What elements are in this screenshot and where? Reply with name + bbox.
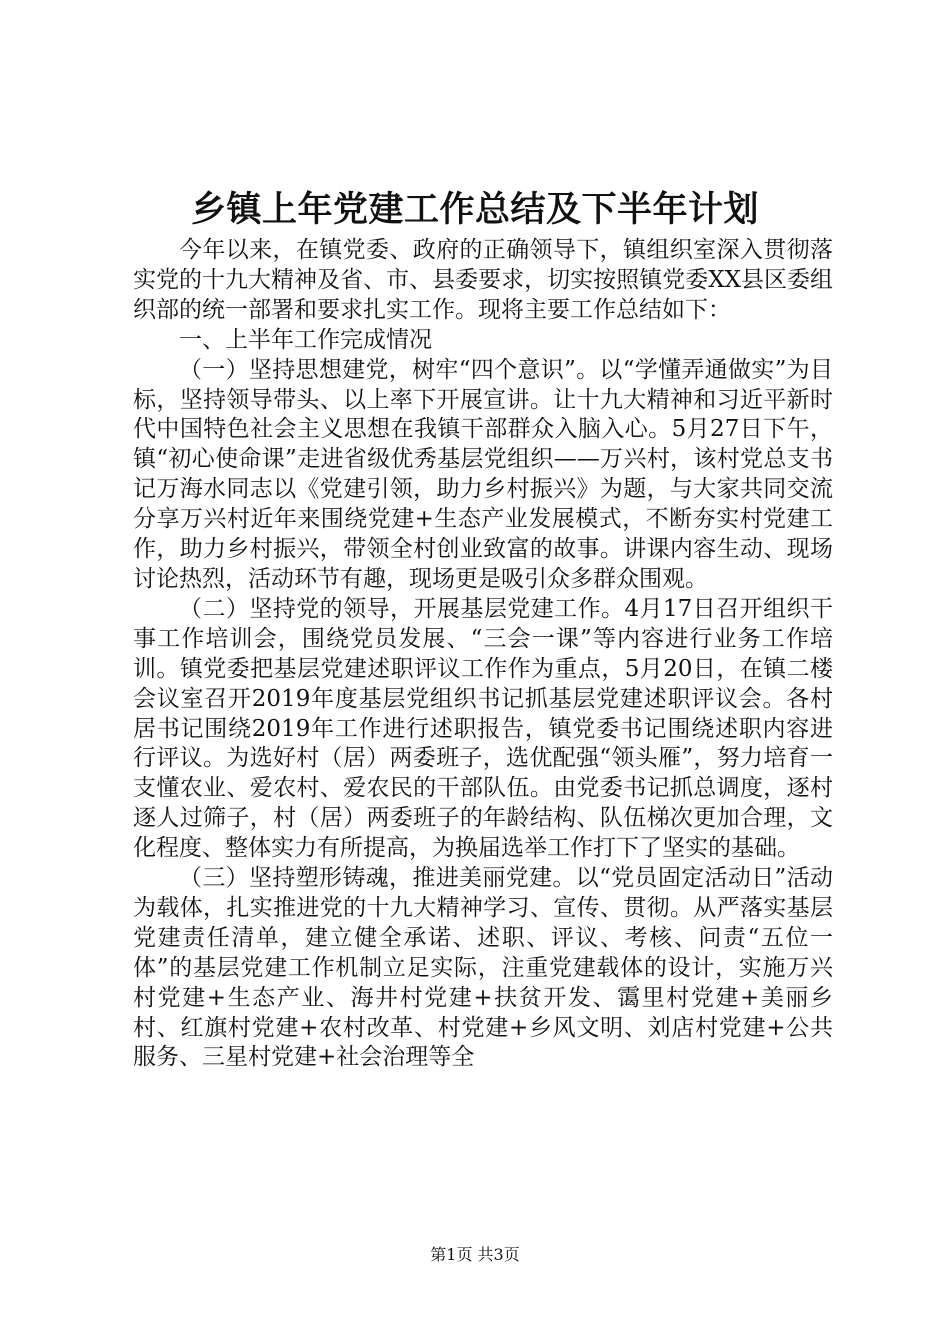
document-body [133, 236, 833, 1073]
section-heading: 一、上半年工作完成情况 [179, 326, 432, 353]
paragraph-section-2: （二）坚持党的领导，开展基层党建工作。4月17日召开组织干事工作培训会，围绕党员发展、“三会一课”等内容进行业务工作培训。镇党委把基层党建述职评议工作作为重点，5月20日，在镇二楼会议室召开2019年度基层党组织书记抓基层党建述职评议会。各村居书记围绕2019年工作进行述职报告，镇党委书记围绕述职内容进行评议。为选好村（居）两委班子，选优配强“领头雁”，努力培育一支懂农业、爱农村、爱农民的干部队伍。由党委书记抓总调度，逐村逐人过筛子，村（居）两委班子的年龄结构、队伍梯次更加合理，文化程度、整体实力有所提高，为换届选举工作打下了坚实的基础。 [133, 595, 833, 862]
paragraph-section-1: （一）坚持思想建党，树牢“四个意识”。以“学懂弄通做实”为目标，坚持领导带头、以上率下开展宣讲。让十九大精神和习近平新时代中国特色社会主义思想在我镇干部群众入脑入心。5月27日下午，镇“初心使命课”走进省级优秀基层党组织——万兴村，该村党总支书记万海水同志以《党建引领，助力乡村振兴》为题，与大家共同交流分享万兴村近年来围绕党建+生态产业发展模式，不断夯实村党建工作，助力乡村振兴，带领全村创业致富的故事。讲课内容生动、现场讨论热烈，活动环节有趣，现场更是吸引众多群众围观。 [133, 356, 833, 592]
document-title: 乡镇上年党建工作总结及下半年计划 [190, 189, 759, 230]
page-footer: 第1页 共3页 [430, 1245, 520, 1264]
paragraph-intro: 今年以来，在镇党委、政府的正确领导下，镇组织室深入贯彻落实党的十九大精神及省、市、县委要求，切实按照镇党委XX县区委组织部的统一部署和要求扎实工作。现将主要工作总结如下： [133, 237, 833, 323]
paragraph-section-3: （三）坚持塑形铸魂，推进美丽党建。以“党员固定活动日”活动为载体，扎实推进党的十九大精神学习、宣传、贯彻。从严落实基层党建责任清单，建立健全承诺、述职、评议、考核、问责“五位一体”的基层党建工作机制立足实际，注重党建载体的设计，实施万兴村党建+生态产业、海井村党建+扶贫开发、霭里村党建+美丽乡村、红旗村党建+农村改革、村党建+乡风文明、刘店村党建+公共服务、三星村党建+社会治理等全 [133, 865, 833, 1071]
